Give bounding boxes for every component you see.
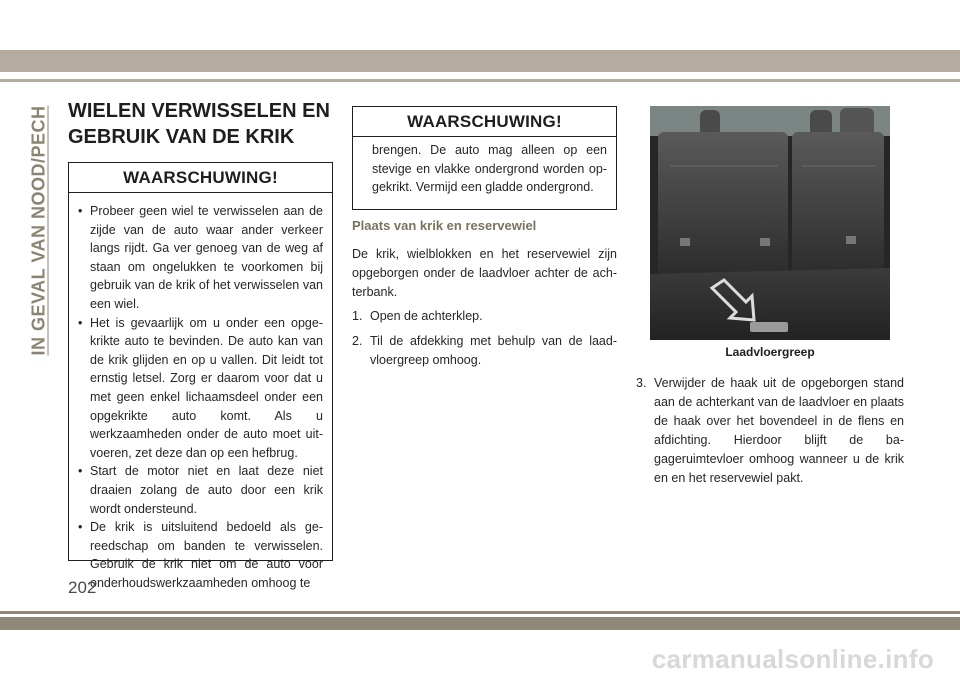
chapter-side-tab bbox=[28, 104, 50, 356]
step-number: 1. bbox=[352, 309, 363, 323]
warning-title: WAARSCHUWING! bbox=[353, 107, 616, 137]
warning-title: WAARSCHUWING! bbox=[69, 163, 332, 193]
warning-item: • Probeer geen wiel te verwisselen aan de zijde van de auto waar ander verkeer langs rijdt. Ga ver genoeg van de weg af staan om ongelukken te voorkomen bij gebruik van de krik of het verwisselen van een wiel. bbox=[78, 202, 323, 314]
step-list bbox=[352, 307, 617, 376]
step-list bbox=[636, 374, 904, 494]
cargo-floor-photo bbox=[650, 106, 890, 340]
warning-item: • De krik is uitsluitend bedoeld als gereedschap om banden te verwisselen. Gebruik de krik niet om de auto voor onderhoudswerkzaamheden omhoog te bbox=[78, 518, 323, 592]
header-rule bbox=[0, 79, 960, 82]
step-number: 3. bbox=[636, 376, 647, 390]
warning-body: brengen. De auto mag alleen op een stevige en vlakke ondergrond worden opgekrikt. Vermijd een gladde ondergrond. bbox=[372, 143, 607, 195]
step-text: Open de achterklep. bbox=[370, 309, 483, 323]
step-item bbox=[352, 307, 617, 326]
step-text: Til de afdekking met behulp van de laadvloergreep omhoog. bbox=[370, 334, 617, 367]
header-band bbox=[0, 50, 960, 72]
step-item bbox=[636, 374, 904, 488]
section-title: WIELEN VERWISSELEN EN GEBRUIK VAN DE KRIK bbox=[68, 100, 330, 148]
warning-item: • Start de motor niet en laat deze niet draaien zolang de auto door een krik wordt ondersteund. bbox=[78, 462, 323, 518]
page-number: 202 bbox=[68, 578, 97, 597]
step-number: 2. bbox=[352, 334, 363, 348]
intro-paragraph: De krik, wielblokken en het reservewiel zijn opgeborgen onder de laadvloer achter de achterbank. bbox=[352, 247, 617, 299]
photo-caption: Laadvloergreep bbox=[725, 345, 815, 359]
chapter-side-tab-label: IN GEVAL VAN NOOD/PECH bbox=[28, 104, 49, 356]
subheading: Plaats van krik en reservewiel bbox=[352, 218, 537, 233]
step-text: Verwijder de haak uit de opgeborgen stand aan de achterkant van de laadvloer en plaats de haak over het bovendeel in de flens en afdichting. Hierdoor blijft de bagageruimtevloer omhoog wanneer u de krik en en het reservewiel pakt. bbox=[654, 376, 904, 485]
step-item bbox=[352, 332, 617, 370]
warning-body bbox=[69, 193, 332, 592]
warning-box-continued bbox=[352, 106, 617, 210]
watermark: carmanualsonline.info bbox=[651, 644, 934, 674]
cargo-floor-illustration bbox=[650, 106, 890, 340]
footer-band bbox=[0, 617, 960, 630]
warning-item: • Het is gevaarlijk om u onder een opgekrikte auto te bevinden. De auto kan van de krik glijden en op u vallen. Dit leidt tot ernstig letsel. Zorg er daarom voor dat u met geen enkel lichaamsdeel onder een opgekrikte auto komt. Als u werkzaamheden onder de auto moet uitvoeren, zet deze dan op een hefbrug. bbox=[78, 314, 323, 463]
footer-rule bbox=[0, 611, 960, 614]
